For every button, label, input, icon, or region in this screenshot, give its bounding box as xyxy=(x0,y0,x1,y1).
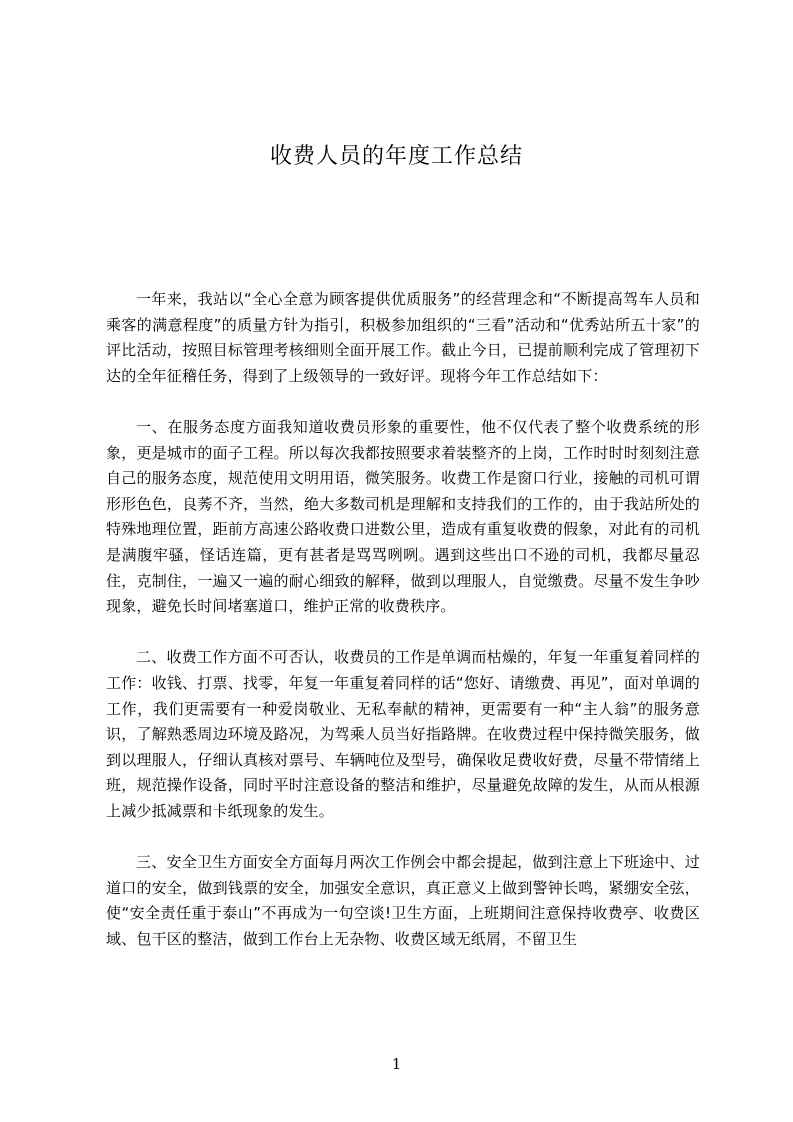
paragraph-safety-hygiene: 三、安全卫生方面安全方面每月两次工作例会中都会提起，做到注意上下班途中、过道口的安全，做到钱票的安全，加强安全意识，真正意义上做到警钟长鸣，紧绷安全弦，使“安全责任重于泰山”不再成为一句空谈!卫生方面，上班期间注意保持收费亭、收费区域、包干区的整洁，做到工作台上无杂物、收费区域无纸屑，不留卫生 xyxy=(106,853,700,948)
page-number: 1 xyxy=(391,1055,402,1073)
paragraph-intro: 一年来，我站以“全心全意为顾客提供优质服务”的经营理念和“不断提高驾车人员和乘客的满意程度”的质量方针为指引，积极参加组织的“三看”活动和“优秀站所五十家”的评比活动，按照目标管理考核细则全面开展工作。截止今日，已提前顺利完成了管理初下达的全年征稽任务，得到了上级领导的一致好评。现将今年工作总结如下： xyxy=(106,290,700,385)
paragraph-toll-work: 二、收费工作方面不可否认，收费员的工作是单调而枯燥的，年复一年重复着同样的工作：收钱、打票、找零，年复一年重复着同样的话“您好、请缴费、再见”，面对单调的工作，我们更需要有一种爱岗敬业、无私奉献的精神，更需要有一种“主人翁”的服务意识，了解熟悉周边环境及路况，为驾乘人员当好指路牌。在收费过程中保持微笑服务，做到以理服人，仔细认真核对票号、车辆吨位及型号，确保收足费收好费，尽量不带情绪上班，规范操作设备，同时平时注意设备的整洁和维护，尽量避免故障的发生，从而从根源上减少抵减票和卡纸现象的发生。 xyxy=(106,648,700,820)
paragraph-service-attitude: 一、在服务态度方面我知道收费员形象的重要性，他不仅代表了整个收费系统的形象，更是城市的面子工程。所以每次我都按照要求着装整齐的上岗，工作时时时刻刻注意自己的服务态度，规范使用文明用语，微笑服务。收费工作是窗口行业，接触的司机可谓形形色色，良莠不齐，当然，绝大多数司机是理解和支持我们的工作的，由于我站所处的特殊地理位置，距前方高速公路收费口进数公里，造成有重复收费的假象，对此有的司机是满腹牢骚，怪话连篇，更有甚者是骂骂咧咧。遇到这些出口不逊的司机，我都尽量忍住，克制住，一遍又一遍的耐心细致的解释，做到以理服人，自觉缴费。尽量不发生争吵现象，避免长时间堵塞道口，维护正常的收费秩序。 xyxy=(106,417,700,616)
document-title: 收费人员的年度工作总结 xyxy=(269,144,523,169)
document-body xyxy=(106,287,700,952)
